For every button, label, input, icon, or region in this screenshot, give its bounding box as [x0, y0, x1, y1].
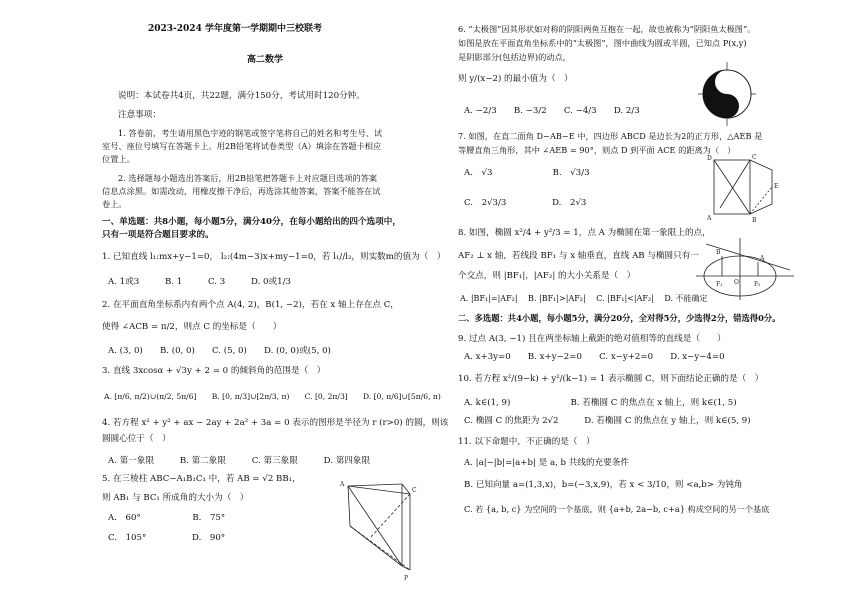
q5-options-b: C. 105° D. 90° [108, 533, 226, 543]
exam-subject: 高二数学 [247, 55, 284, 65]
svg-text:C: C [752, 154, 757, 161]
q6-stem-a: 6. “太极图”因其形状如对称的阴阳两鱼互抱在一起，故也被称为“阴阳鱼太极图”。 [458, 24, 756, 34]
instructions-heading: 注意事项： [118, 110, 161, 120]
q11-option-b: B. 已知向量 a=(1,3,x)，b=(−3,x,9)，若 x < 3/10，则 <a,b> 为钝角 [464, 480, 743, 490]
section1-heading-a: 一、单选题：共8小题，每小题5分，满分40分，在每小题给出的四个选项中， [102, 217, 401, 227]
instruction-1b: 室号、座位号填写在答题卡上。用2B铅笔将试卷类型（A）填涂在答题卡相应 [102, 141, 382, 151]
ellipse-figure [694, 236, 798, 302]
q8-stem-b: AF₂ ⊥ x 轴，若线段 BF₁ 与 x 轴垂直，直线 AB 与椭圆只有一 [458, 251, 699, 261]
q8-stem-a: 8. 如图，椭圆 x²/4 + y²/3 = 1，点 A 为椭圆在第一象限上的点， [458, 228, 711, 238]
q9-options: A. x+3y=0 B. x+y−2=0 C. x−y+2=0 D. x−y−4=0 [464, 352, 725, 362]
q11-option-c: C. 若 {a, b, c} 为空间的一个基底，则 {a+b, 2a−b, c+a} 构成空间的另一个基底 [464, 504, 770, 514]
svg-text:B: B [752, 217, 757, 224]
q11-stem: 11. 以下命题中，不正确的是（ ） [458, 437, 595, 447]
q2-stem-b: 使得 ∠ACB = π/2，则点 C 的坐标是（ ） [102, 322, 282, 332]
svg-text:D: D [707, 155, 712, 162]
q2-options: A. (3, 0) B. (0, 0) C. (5, 0) D. (0, 0)或(5, 0) [108, 346, 331, 356]
svg-text:C: C [412, 487, 417, 494]
instruction-2a: 2. 选择题每小题选出答案后，用2B铅笔把答题卡上对应题目选项的答案 [118, 173, 378, 183]
q11-option-a: A. |a|−|b|=|a+b| 是 a, b 共线的充要条件 [464, 458, 629, 468]
q6-options: A. −2/3 B. −3/2 C. −4/3 D. 2/3 [464, 106, 640, 116]
q4-stem-b: 圆圆心位于（ ） [102, 434, 171, 444]
instruction-2c: 卷上。 [102, 199, 127, 209]
instruction-1a: 1. 答卷前，考生请用黑色字迹的钢笔或签字笔将自己的姓名和考生号、试 [118, 128, 383, 138]
exam-title: 2023-2024 学年度第一学期期中三校联考 [148, 24, 322, 34]
q5-options-a: A. 60° B. 75° [108, 513, 226, 523]
svg-text:P: P [404, 575, 409, 582]
q10-stem: 10. 若方程 x²/(9−k) + y²/(k−1) = 1 表示椭圆 C，则下面结论正确的是（ ） [458, 374, 764, 384]
q10-options-a: A. k∈(1, 9) B. 若椭圆 C 的焦点在 x 轴上，则 k∈(1, 5) [464, 398, 737, 408]
svg-text:O: O [734, 279, 739, 286]
q6-stem-c: 是阴影部分(包括边界)的动点， [458, 52, 571, 62]
instruction-2b: 信息点涂黑。如需改动，用橡皮擦干净后，再选涂其他答案，答案不能答在试 [102, 186, 381, 196]
q8-stem-c: 个交点，则 |BF₁|，|AF₂| 的大小关系是（ ） [458, 271, 636, 281]
q3-stem: 3. 直线 3xcosα + √3y + 2 = 0 的倾斜角的范围是（ ） [102, 366, 326, 376]
svg-text:A: A [707, 215, 712, 222]
q4-options: A. 第一象限 B. 第二象限 C. 第三象限 D. 第四象限 [108, 456, 371, 466]
svg-text:A: A [760, 255, 765, 262]
q1-options: A. 1或3 B. 1 C. 3 D. 0或1/3 [108, 277, 291, 287]
svg-text:A: A [340, 481, 345, 488]
taiji-figure [696, 60, 758, 128]
q7-options-a: A. √3 B. √3/3 [464, 168, 590, 178]
svg-text:F₁: F₁ [716, 281, 723, 288]
q1-stem: 1. 已知直线 l₁:mx+y−1=0， l₂:(4m−3)x+my−1=0，若 l₁//l₂，则实数m的值为（ ） [102, 252, 446, 262]
q9-stem: 9. 过点 A(3, −1) 且在两坐标轴上截距的绝对值相等的直线是（ ） [458, 334, 726, 344]
q5-stem-a: 5. 在三棱柱 ABC−A₁B₁C₁ 中，若 AB = √2 BB₁， [102, 474, 301, 484]
instructions-note: 说明：本试卷共4页，共22题，满分150分，考试用时120分钟。 [118, 91, 365, 101]
q2-stem-a: 2. 在平面直角坐标系内有两个点 A(4, 2)，B(1, −2)，若在 x 轴上存在点 C， [102, 300, 399, 310]
q6-stem-b: 如图是放在平面直角坐标系中的“太极图”，图中曲线为圆或半圆，已知点 P(x,y) [458, 38, 747, 48]
svg-text:B: B [716, 249, 721, 256]
q7-stem-a: 7. 如图，在直二面角 D−AB−E 中，四边形 ABCD 是边长为2的正方形，△AEB 是 [458, 131, 763, 141]
svg-text:F₂: F₂ [754, 281, 761, 288]
q5-stem-b: 则 AB₁ 与 BC₁ 所成角的大小为（ ） [102, 493, 249, 503]
section2-heading: 二、多选题：共4小题，每小题5分，满分20分，全对得5分，少选得2分，错选得0分。 [458, 313, 781, 323]
instruction-1c: 位置上。 [102, 154, 135, 164]
q4-stem-a: 4. 若方程 x² + y² + ax − 2ay + 2a² + 3a = 0 表示的图形是半径为 r (r>0) 的圆，则该 [102, 418, 449, 428]
svg-text:E: E [774, 183, 779, 190]
section1-heading-b: 只有一项是符合题目要求的。 [102, 230, 214, 240]
q7-stem-b: 等腰直角三角形，其中 ∠AEB = 90°，则点 D 到平面 ACE 的距离为（ ） [458, 145, 736, 155]
dihedral-figure [706, 152, 781, 224]
q10-options-b: C. 椭圆 C 的焦距为 2√2 D. 若椭圆 C 的焦点在 y 轴上，则 k∈(5, 9) [464, 416, 751, 426]
q7-options-b: C. 2√3/3 D. 2√3 [464, 198, 587, 208]
q3-options: A. [π/6, π/2)∪(π/2, 5π/6] B. [0, π/3]∪[2π/3, π) C. [0, 2π/3] D. [0, π/6]∪[5π/6, π) [104, 392, 441, 401]
q6-stem-d: 则 y/(x−2) 的最小值为（ ） [458, 74, 573, 84]
prism-figure [340, 478, 420, 583]
q8-options: A. |BF₁|=|AF₂| B. |BF₁|>|AF₂| C. |BF₁|<|AF₂| D. 不能确定 [460, 294, 708, 303]
